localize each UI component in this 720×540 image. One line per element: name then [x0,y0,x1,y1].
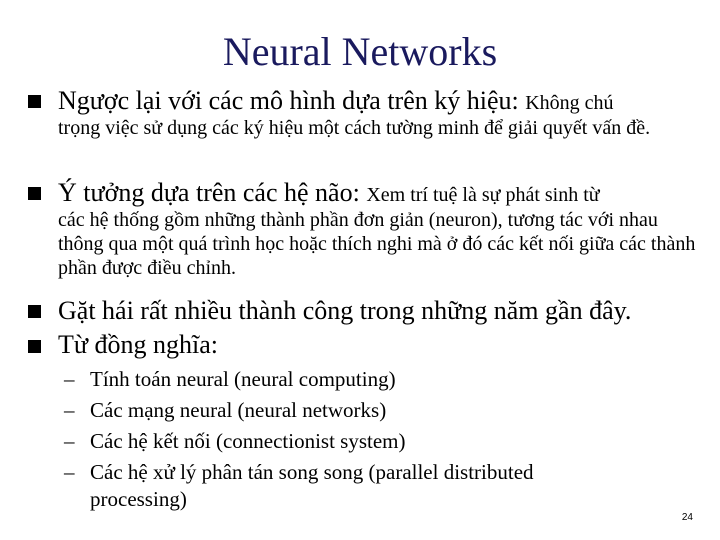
bullet-2-continuation: các hệ thống gồm những thành phần đơn giản (neuron), tương tác với nhau thông qua một quá trình học hoặc thích nghi mà ở đó các kết nối giữa các thành phần được điều chỉnh. [58,209,696,279]
sub-item-2: Các mạng neural (neural networks) [90,398,387,422]
page-number: 24 [681,512,693,523]
sub-dash: – [64,367,75,391]
bullet-1 [58,86,614,118]
bullet-4: Từ đồng nghĩa: [58,330,218,359]
bullet-1-continuation: trọng việc sử dụng các ký hiệu một cách tường minh để giải quyết vấn đề. [58,117,651,139]
bullet-square-icon [28,305,41,318]
sub-item-4-continuation: processing) [90,487,187,511]
sub-dash: – [64,398,75,422]
sub-item-4: Các hệ xử lý phân tán song song (parallel distributed [90,460,534,484]
bullet-1-tail: Không chú [525,92,614,114]
bullet-2 [58,178,600,210]
bullet-1-lead: Ngược lại với các mô hình dựa trên ký hiệu: [58,86,526,115]
sub-item-3: Các hệ kết nối (connectionist system) [90,429,406,453]
sub-dash: – [64,460,75,484]
sub-item-1: Tính toán neural (neural computing) [90,367,396,391]
bullet-2-lead: Ý tưởng dựa trên các hệ não: [58,178,367,207]
bullet-2-tail: Xem trí tuệ là sự phát sinh từ [366,184,600,206]
bullet-square-icon [28,187,41,200]
bullet-square-icon [28,340,41,353]
slide-title: Neural Networks [222,29,498,74]
bullet-3: Gặt hái rất nhiều thành công trong những năm gần đây. [58,296,632,325]
bullet-square-icon [28,95,41,108]
sub-dash: – [64,429,75,453]
